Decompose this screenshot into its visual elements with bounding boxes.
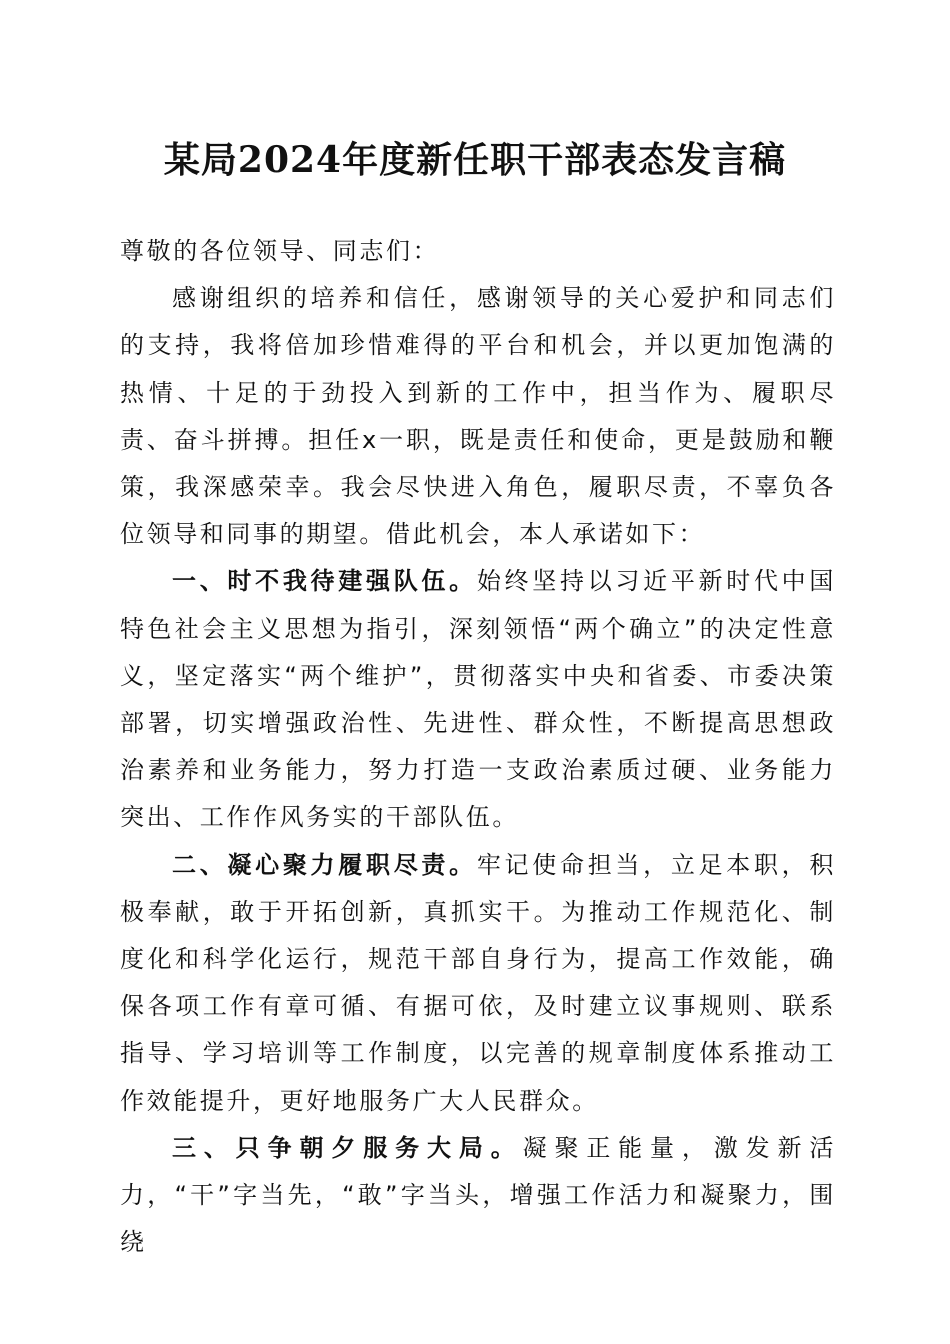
intro-paragraph: 感谢组织的培养和信任，感谢领导的关心爱护和同志们的支持，我将倍加珍惜难得的平台和机会，并以更加饱满的热情、十足的于劲投入到新的工作中，担当作为、履职尽责、奋斗拼搏。担任x一职，既是责任和使命，更是鼓励和鞭策，我深感荣幸。我会尽快进入角色，履职尽责，不辜负各位领导和同事的期望。借此机会，本人承诺如下： (120, 284, 836, 549)
section-paragraph-1 (120, 558, 836, 841)
section-text-2: 牢记使命担当，立足本职，积极奉献，敢于开拓创新，真抓实干。为推动工作规范化、制度化和科学化运行，规范干部自身行为，提高工作效能，确保各项工作有章可循、有据可依，及时建立议事规则、联系指导、学习培训等工作制度，以完善的规章制度体系推动工作效能提升，更好地服务广大人民群众。 (120, 850, 836, 1115)
salutation: 尊敬的各位领导、同志们： (120, 237, 440, 265)
section-heading-3: 三、只争朝夕服务大局。 (172, 1133, 523, 1162)
section-paragraph-3 (120, 1125, 836, 1267)
section-paragraph-2 (120, 842, 836, 1125)
section-heading-2: 二、凝心聚力履职尽责。 (172, 850, 477, 879)
section-text-3: 凝聚正能量，激发新活力，“干”字当先，“敢”字当头，增强工作活力和凝聚力，围绕 (120, 1133, 837, 1257)
document-title: 某局2024年度新任职干部表态发言稿 (163, 139, 787, 181)
section-text-1: 始终坚持以习近平新时代中国特色社会主义思想为指引，深刻领悟“两个确立”的决定性意义，坚定落实“两个维护”，贯彻落实中央和省委、市委决策部署，切实增强政治性、先进性、群众性，不断提高思想政治素养和业务能力，努力打造一支政治素质过硬、业务能力突出、工作作风务实的干部队伍。 (120, 567, 836, 832)
document-body (120, 228, 836, 1266)
section-heading-1: 一、时不我待建强队伍。 (172, 567, 477, 596)
